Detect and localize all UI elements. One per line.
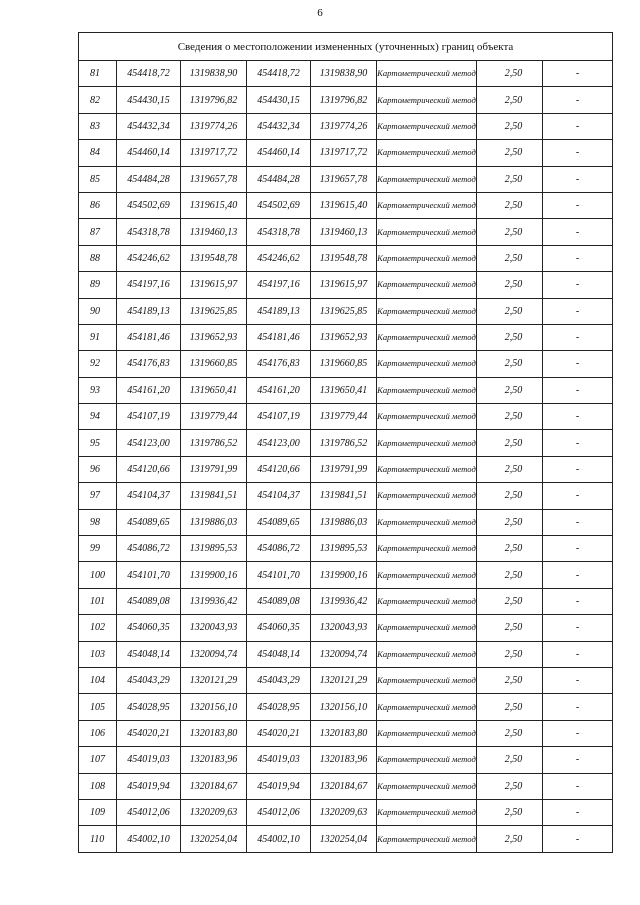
existing-y-cell: 1319791,99 xyxy=(181,456,247,482)
table-row xyxy=(79,298,613,324)
determination-method-cell: Картометрический метод xyxy=(377,272,477,298)
existing-y-cell: 1319548,78 xyxy=(181,245,247,271)
boundary-coordinates-table xyxy=(78,32,613,853)
existing-x-cell: 454197,16 xyxy=(117,272,181,298)
precision-cell: 2,50 xyxy=(477,404,543,430)
note-cell: - xyxy=(543,298,613,324)
existing-y-cell: 1320254,04 xyxy=(181,826,247,852)
point-number-cell: 95 xyxy=(79,430,117,456)
existing-y-cell: 1319779,44 xyxy=(181,404,247,430)
refined-x-cell: 454189,13 xyxy=(247,298,311,324)
note-cell: - xyxy=(543,694,613,720)
note-cell: - xyxy=(543,641,613,667)
precision-cell: 2,50 xyxy=(477,87,543,113)
determination-method-cell: Картометрический метод xyxy=(377,509,477,535)
table-row xyxy=(79,773,613,799)
existing-x-cell: 454418,72 xyxy=(117,61,181,87)
determination-method-cell: Картометрический метод xyxy=(377,377,477,403)
table-row xyxy=(79,351,613,377)
determination-method-cell: Картометрический метод xyxy=(377,667,477,693)
note-cell: - xyxy=(543,324,613,350)
point-number-cell: 84 xyxy=(79,140,117,166)
refined-y-cell: 1319650,41 xyxy=(311,377,377,403)
existing-x-cell: 454089,65 xyxy=(117,509,181,535)
table-row xyxy=(79,536,613,562)
precision-cell: 2,50 xyxy=(477,245,543,271)
existing-x-cell: 454012,06 xyxy=(117,799,181,825)
existing-x-cell: 454120,66 xyxy=(117,456,181,482)
refined-x-cell: 454432,34 xyxy=(247,113,311,139)
refined-y-cell: 1320254,04 xyxy=(311,826,377,852)
determination-method-cell: Картометрический метод xyxy=(377,720,477,746)
determination-method-cell: Картометрический метод xyxy=(377,430,477,456)
existing-y-cell: 1319786,52 xyxy=(181,430,247,456)
determination-method-cell: Картометрический метод xyxy=(377,219,477,245)
refined-y-cell: 1319774,26 xyxy=(311,113,377,139)
existing-y-cell: 1319841,51 xyxy=(181,483,247,509)
note-cell: - xyxy=(543,536,613,562)
existing-y-cell: 1319625,85 xyxy=(181,298,247,324)
existing-y-cell: 1320183,96 xyxy=(181,747,247,773)
existing-x-cell: 454060,35 xyxy=(117,615,181,641)
existing-y-cell: 1320156,10 xyxy=(181,694,247,720)
note-cell: - xyxy=(543,456,613,482)
refined-y-cell: 1320183,96 xyxy=(311,747,377,773)
existing-y-cell: 1319895,53 xyxy=(181,536,247,562)
existing-y-cell: 1319657,78 xyxy=(181,166,247,192)
precision-cell: 2,50 xyxy=(477,61,543,87)
existing-y-cell: 1319936,42 xyxy=(181,588,247,614)
determination-method-cell: Картометрический метод xyxy=(377,483,477,509)
existing-y-cell: 1319615,40 xyxy=(181,192,247,218)
note-cell: - xyxy=(543,588,613,614)
existing-x-cell: 454432,34 xyxy=(117,113,181,139)
note-cell: - xyxy=(543,166,613,192)
note-cell: - xyxy=(543,245,613,271)
refined-x-cell: 454123,00 xyxy=(247,430,311,456)
precision-cell: 2,50 xyxy=(477,456,543,482)
precision-cell: 2,50 xyxy=(477,667,543,693)
refined-x-cell: 454197,16 xyxy=(247,272,311,298)
existing-x-cell: 454189,13 xyxy=(117,298,181,324)
point-number-cell: 100 xyxy=(79,562,117,588)
existing-x-cell: 454161,20 xyxy=(117,377,181,403)
table-row xyxy=(79,192,613,218)
point-number-cell: 102 xyxy=(79,615,117,641)
determination-method-cell: Картометрический метод xyxy=(377,404,477,430)
table-row xyxy=(79,826,613,852)
existing-x-cell: 454086,72 xyxy=(117,536,181,562)
table-row xyxy=(79,430,613,456)
existing-x-cell: 454502,69 xyxy=(117,192,181,218)
refined-x-cell: 454028,95 xyxy=(247,694,311,720)
note-cell: - xyxy=(543,615,613,641)
refined-x-cell: 454043,29 xyxy=(247,667,311,693)
note-cell: - xyxy=(543,404,613,430)
refined-y-cell: 1320156,10 xyxy=(311,694,377,720)
existing-x-cell: 454048,14 xyxy=(117,641,181,667)
point-number-cell: 81 xyxy=(79,61,117,87)
note-cell: - xyxy=(543,826,613,852)
point-number-cell: 87 xyxy=(79,219,117,245)
precision-cell: 2,50 xyxy=(477,113,543,139)
precision-cell: 2,50 xyxy=(477,747,543,773)
existing-y-cell: 1319796,82 xyxy=(181,87,247,113)
point-number-cell: 110 xyxy=(79,826,117,852)
existing-y-cell: 1319615,97 xyxy=(181,272,247,298)
precision-cell: 2,50 xyxy=(477,430,543,456)
existing-x-cell: 454318,78 xyxy=(117,219,181,245)
table-row xyxy=(79,87,613,113)
refined-y-cell: 1319796,82 xyxy=(311,87,377,113)
existing-y-cell: 1320209,63 xyxy=(181,799,247,825)
table-row xyxy=(79,140,613,166)
determination-method-cell: Картометрический метод xyxy=(377,773,477,799)
determination-method-cell: Картометрический метод xyxy=(377,799,477,825)
refined-x-cell: 454176,83 xyxy=(247,351,311,377)
refined-x-cell: 454012,06 xyxy=(247,799,311,825)
point-number-cell: 93 xyxy=(79,377,117,403)
table-title-row xyxy=(79,33,613,61)
refined-x-cell: 454460,14 xyxy=(247,140,311,166)
note-cell: - xyxy=(543,799,613,825)
refined-y-cell: 1319841,51 xyxy=(311,483,377,509)
point-number-cell: 104 xyxy=(79,667,117,693)
existing-x-cell: 454089,08 xyxy=(117,588,181,614)
refined-y-cell: 1319900,16 xyxy=(311,562,377,588)
table-row xyxy=(79,272,613,298)
note-cell: - xyxy=(543,87,613,113)
determination-method-cell: Картометрический метод xyxy=(377,641,477,667)
precision-cell: 2,50 xyxy=(477,140,543,166)
refined-y-cell: 1319779,44 xyxy=(311,404,377,430)
table-row xyxy=(79,483,613,509)
refined-x-cell: 454089,08 xyxy=(247,588,311,614)
existing-y-cell: 1320184,67 xyxy=(181,773,247,799)
refined-y-cell: 1319717,72 xyxy=(311,140,377,166)
precision-cell: 2,50 xyxy=(477,720,543,746)
point-number-cell: 83 xyxy=(79,113,117,139)
note-cell: - xyxy=(543,377,613,403)
note-cell: - xyxy=(543,140,613,166)
refined-y-cell: 1319886,03 xyxy=(311,509,377,535)
determination-method-cell: Картометрический метод xyxy=(377,826,477,852)
existing-x-cell: 454019,03 xyxy=(117,747,181,773)
table-row xyxy=(79,588,613,614)
note-cell: - xyxy=(543,219,613,245)
refined-y-cell: 1320184,67 xyxy=(311,773,377,799)
refined-x-cell: 454246,62 xyxy=(247,245,311,271)
point-number-cell: 85 xyxy=(79,166,117,192)
table-row xyxy=(79,509,613,535)
precision-cell: 2,50 xyxy=(477,272,543,298)
refined-x-cell: 454484,28 xyxy=(247,166,311,192)
precision-cell: 2,50 xyxy=(477,166,543,192)
point-number-cell: 108 xyxy=(79,773,117,799)
table-row xyxy=(79,113,613,139)
table-row xyxy=(79,166,613,192)
determination-method-cell: Картометрический метод xyxy=(377,694,477,720)
refined-y-cell: 1319548,78 xyxy=(311,245,377,271)
refined-y-cell: 1319791,99 xyxy=(311,456,377,482)
table-title: Сведения о местоположении измененных (уточненных) границ объекта xyxy=(79,33,613,61)
point-number-cell: 97 xyxy=(79,483,117,509)
refined-y-cell: 1319786,52 xyxy=(311,430,377,456)
refined-x-cell: 454086,72 xyxy=(247,536,311,562)
existing-y-cell: 1319774,26 xyxy=(181,113,247,139)
refined-y-cell: 1319615,97 xyxy=(311,272,377,298)
table-row xyxy=(79,694,613,720)
note-cell: - xyxy=(543,483,613,509)
existing-x-cell: 454123,00 xyxy=(117,430,181,456)
determination-method-cell: Картометрический метод xyxy=(377,87,477,113)
refined-x-cell: 454418,72 xyxy=(247,61,311,87)
point-number-cell: 92 xyxy=(79,351,117,377)
existing-x-cell: 454043,29 xyxy=(117,667,181,693)
precision-cell: 2,50 xyxy=(477,641,543,667)
existing-x-cell: 454002,10 xyxy=(117,826,181,852)
existing-y-cell: 1319460,13 xyxy=(181,219,247,245)
note-cell: - xyxy=(543,430,613,456)
refined-x-cell: 454107,19 xyxy=(247,404,311,430)
note-cell: - xyxy=(543,192,613,218)
point-number-cell: 107 xyxy=(79,747,117,773)
note-cell: - xyxy=(543,351,613,377)
precision-cell: 2,50 xyxy=(477,219,543,245)
existing-x-cell: 454484,28 xyxy=(117,166,181,192)
refined-x-cell: 454019,03 xyxy=(247,747,311,773)
refined-x-cell: 454089,65 xyxy=(247,509,311,535)
refined-x-cell: 454020,21 xyxy=(247,720,311,746)
existing-y-cell: 1319717,72 xyxy=(181,140,247,166)
point-number-cell: 89 xyxy=(79,272,117,298)
table-row xyxy=(79,377,613,403)
existing-x-cell: 454020,21 xyxy=(117,720,181,746)
refined-y-cell: 1320094,74 xyxy=(311,641,377,667)
precision-cell: 2,50 xyxy=(477,483,543,509)
existing-x-cell: 454246,62 xyxy=(117,245,181,271)
precision-cell: 2,50 xyxy=(477,192,543,218)
refined-y-cell: 1319936,42 xyxy=(311,588,377,614)
point-number-cell: 101 xyxy=(79,588,117,614)
existing-y-cell: 1319652,93 xyxy=(181,324,247,350)
note-cell: - xyxy=(543,562,613,588)
refined-x-cell: 454502,69 xyxy=(247,192,311,218)
note-cell: - xyxy=(543,747,613,773)
refined-x-cell: 454101,70 xyxy=(247,562,311,588)
table-row xyxy=(79,615,613,641)
point-number-cell: 86 xyxy=(79,192,117,218)
existing-x-cell: 454181,46 xyxy=(117,324,181,350)
determination-method-cell: Картометрический метод xyxy=(377,562,477,588)
point-number-cell: 91 xyxy=(79,324,117,350)
point-number-cell: 103 xyxy=(79,641,117,667)
point-number-cell: 90 xyxy=(79,298,117,324)
determination-method-cell: Картометрический метод xyxy=(377,245,477,271)
determination-method-cell: Картометрический метод xyxy=(377,351,477,377)
determination-method-cell: Картометрический метод xyxy=(377,298,477,324)
refined-y-cell: 1319652,93 xyxy=(311,324,377,350)
refined-x-cell: 454120,66 xyxy=(247,456,311,482)
refined-y-cell: 1319460,13 xyxy=(311,219,377,245)
precision-cell: 2,50 xyxy=(477,377,543,403)
refined-y-cell: 1320209,63 xyxy=(311,799,377,825)
existing-y-cell: 1320094,74 xyxy=(181,641,247,667)
point-number-cell: 106 xyxy=(79,720,117,746)
refined-y-cell: 1319838,90 xyxy=(311,61,377,87)
existing-y-cell: 1320121,29 xyxy=(181,667,247,693)
point-number-cell: 98 xyxy=(79,509,117,535)
existing-y-cell: 1319660,85 xyxy=(181,351,247,377)
precision-cell: 2,50 xyxy=(477,588,543,614)
refined-x-cell: 454060,35 xyxy=(247,615,311,641)
table-row xyxy=(79,324,613,350)
existing-y-cell: 1320183,80 xyxy=(181,720,247,746)
note-cell: - xyxy=(543,509,613,535)
precision-cell: 2,50 xyxy=(477,694,543,720)
note-cell: - xyxy=(543,667,613,693)
refined-y-cell: 1319657,78 xyxy=(311,166,377,192)
refined-y-cell: 1320121,29 xyxy=(311,667,377,693)
table-row xyxy=(79,667,613,693)
refined-y-cell: 1319895,53 xyxy=(311,536,377,562)
table-row xyxy=(79,245,613,271)
refined-y-cell: 1319660,85 xyxy=(311,351,377,377)
refined-x-cell: 454161,20 xyxy=(247,377,311,403)
note-cell: - xyxy=(543,773,613,799)
determination-method-cell: Картометрический метод xyxy=(377,166,477,192)
point-number-cell: 82 xyxy=(79,87,117,113)
existing-x-cell: 454019,94 xyxy=(117,773,181,799)
existing-y-cell: 1320043,93 xyxy=(181,615,247,641)
refined-y-cell: 1319625,85 xyxy=(311,298,377,324)
point-number-cell: 88 xyxy=(79,245,117,271)
existing-y-cell: 1319900,16 xyxy=(181,562,247,588)
refined-y-cell: 1320183,80 xyxy=(311,720,377,746)
determination-method-cell: Картометрический метод xyxy=(377,324,477,350)
note-cell: - xyxy=(543,113,613,139)
existing-x-cell: 454176,83 xyxy=(117,351,181,377)
refined-y-cell: 1320043,93 xyxy=(311,615,377,641)
point-number-cell: 109 xyxy=(79,799,117,825)
existing-y-cell: 1319838,90 xyxy=(181,61,247,87)
precision-cell: 2,50 xyxy=(477,799,543,825)
existing-x-cell: 454104,37 xyxy=(117,483,181,509)
precision-cell: 2,50 xyxy=(477,773,543,799)
refined-x-cell: 454181,46 xyxy=(247,324,311,350)
precision-cell: 2,50 xyxy=(477,509,543,535)
determination-method-cell: Картометрический метод xyxy=(377,536,477,562)
precision-cell: 2,50 xyxy=(477,324,543,350)
existing-x-cell: 454107,19 xyxy=(117,404,181,430)
precision-cell: 2,50 xyxy=(477,351,543,377)
determination-method-cell: Картометрический метод xyxy=(377,61,477,87)
refined-y-cell: 1319615,40 xyxy=(311,192,377,218)
point-number-cell: 99 xyxy=(79,536,117,562)
table-row xyxy=(79,799,613,825)
note-cell: - xyxy=(543,272,613,298)
point-number-cell: 94 xyxy=(79,404,117,430)
precision-cell: 2,50 xyxy=(477,298,543,324)
existing-y-cell: 1319886,03 xyxy=(181,509,247,535)
existing-x-cell: 454101,70 xyxy=(117,562,181,588)
precision-cell: 2,50 xyxy=(477,536,543,562)
determination-method-cell: Картометрический метод xyxy=(377,140,477,166)
page-number: 6 xyxy=(317,7,323,19)
existing-y-cell: 1319650,41 xyxy=(181,377,247,403)
determination-method-cell: Картометрический метод xyxy=(377,192,477,218)
refined-x-cell: 454048,14 xyxy=(247,641,311,667)
determination-method-cell: Картометрический метод xyxy=(377,456,477,482)
precision-cell: 2,50 xyxy=(477,562,543,588)
existing-x-cell: 454430,15 xyxy=(117,87,181,113)
table-row xyxy=(79,720,613,746)
determination-method-cell: Картометрический метод xyxy=(377,113,477,139)
table-row xyxy=(79,562,613,588)
precision-cell: 2,50 xyxy=(477,615,543,641)
table-row xyxy=(79,404,613,430)
table-row xyxy=(79,641,613,667)
table-row xyxy=(79,747,613,773)
point-number-cell: 96 xyxy=(79,456,117,482)
determination-method-cell: Картометрический метод xyxy=(377,747,477,773)
refined-x-cell: 454104,37 xyxy=(247,483,311,509)
note-cell: - xyxy=(543,61,613,87)
note-cell: - xyxy=(543,720,613,746)
determination-method-cell: Картометрический метод xyxy=(377,615,477,641)
precision-cell: 2,50 xyxy=(477,826,543,852)
refined-x-cell: 454019,94 xyxy=(247,773,311,799)
point-number-cell: 105 xyxy=(79,694,117,720)
refined-x-cell: 454430,15 xyxy=(247,87,311,113)
table-row xyxy=(79,61,613,87)
refined-x-cell: 454318,78 xyxy=(247,219,311,245)
existing-x-cell: 454460,14 xyxy=(117,140,181,166)
existing-x-cell: 454028,95 xyxy=(117,694,181,720)
determination-method-cell: Картометрический метод xyxy=(377,588,477,614)
refined-x-cell: 454002,10 xyxy=(247,826,311,852)
table-row xyxy=(79,456,613,482)
table-row xyxy=(79,219,613,245)
